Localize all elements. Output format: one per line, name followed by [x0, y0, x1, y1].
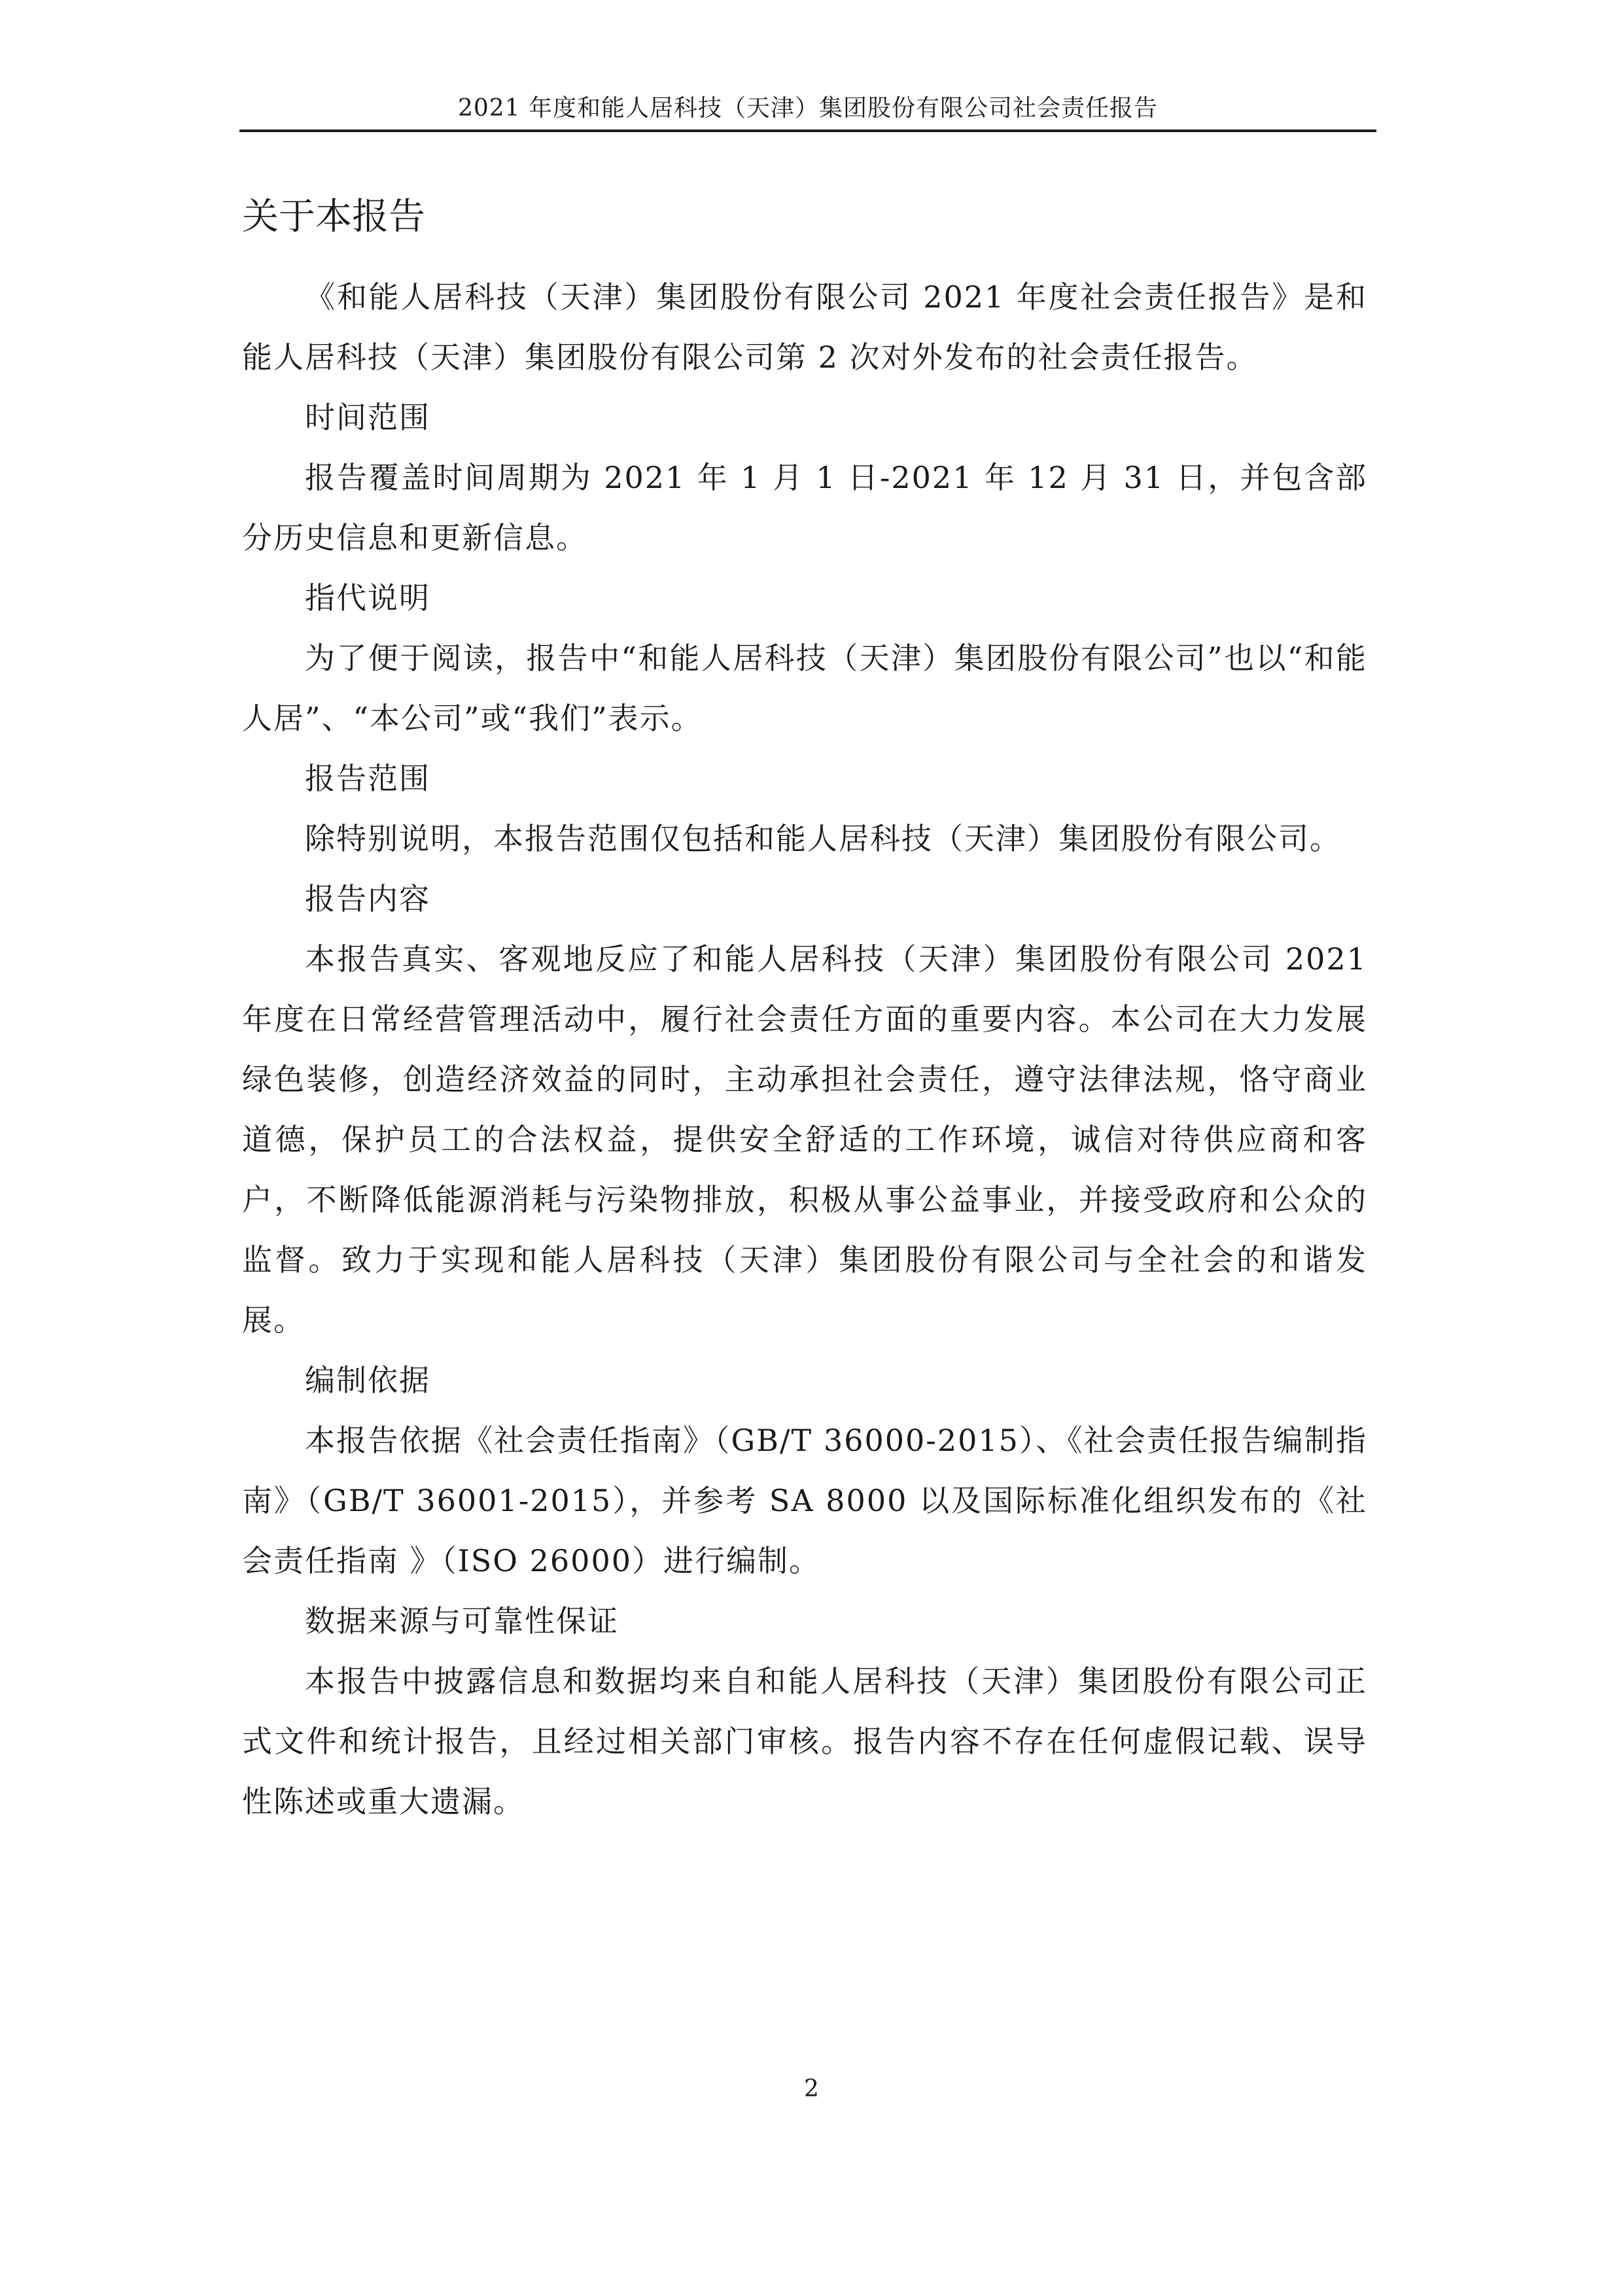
paragraph-report-scope: 除特别说明，本报告范围仅包括和能人居科技（天津）集团股份有限公司。 [305, 821, 1341, 856]
report-body [242, 191, 1367, 1832]
subheading-compilation-basis: 编制依据 [305, 1363, 430, 1398]
paragraph-time-scope: 报告覆盖时间周期为 2021 年 1 月 1 日-2021 年 12 月 31 日，并包含部分历史信息和更新信息。 [242, 460, 1367, 555]
subheading-report-scope: 报告范围 [305, 761, 430, 796]
paragraph-compilation-basis: 本报告依据《社会责任指南》（GB/T 36000-2015）、《社会责任报告编制指南》（GB/T 36001-2015），并参考 SA 8000 以及国际标准化组织发布的《社会责任指南 》（ISO 26000）进行编制。 [242, 1423, 1367, 1578]
subheading-data-source: 数据来源与可靠性保证 [305, 1603, 619, 1639]
paragraph-report-content: 本报告真实、客观地反应了和能人居科技（天津）集团股份有限公司 2021 年度在日常经营管理活动中，履行社会责任方面的重要内容。本公司在大力发展绿色装修，创造经济效益的同时，主动承担社会责任，遵守法律法规，恪守商业道德，保护员工的合法权益，提供安全舒适的工作环境，诚信对待供应商和客户，不断降低能源消耗与污染物排放，积极从事公益事业，并接受政府和公众的监督。致力于实现和能人居科技（天津）集团股份有限公司与全社会的和谐发展。 [242, 941, 1367, 1338]
section-title: 关于本报告 [242, 196, 425, 238]
subheading-terminology: 指代说明 [305, 580, 430, 616]
running-header: 2021 年度和能人居科技（天津）集团股份有限公司社会责任报告 [457, 95, 1159, 122]
intro-paragraph: 《和能人居科技（天津）集团股份有限公司 2021 年度社会责任报告》是和能人居科技（天津）集团股份有限公司第 2 次对外发布的社会责任报告。 [242, 279, 1367, 375]
paragraph-terminology: 为了便于阅读，报告中“和能人居科技（天津）集团股份有限公司”也以“和能人居”、“本公司”或“我们”表示。 [242, 640, 1367, 736]
subheading-time-scope: 时间范围 [305, 400, 430, 435]
subheading-report-content: 报告内容 [305, 881, 430, 916]
paragraph-data-source: 本报告中披露信息和数据均来自和能人居科技（天津）集团股份有限公司正式文件和统计报告，且经过相关部门审核。报告内容不存在任何虚假记载、误导性陈述或重大遗漏。 [242, 1663, 1367, 1819]
header-rule [239, 130, 1376, 132]
page-number: 2 [804, 2076, 819, 2102]
